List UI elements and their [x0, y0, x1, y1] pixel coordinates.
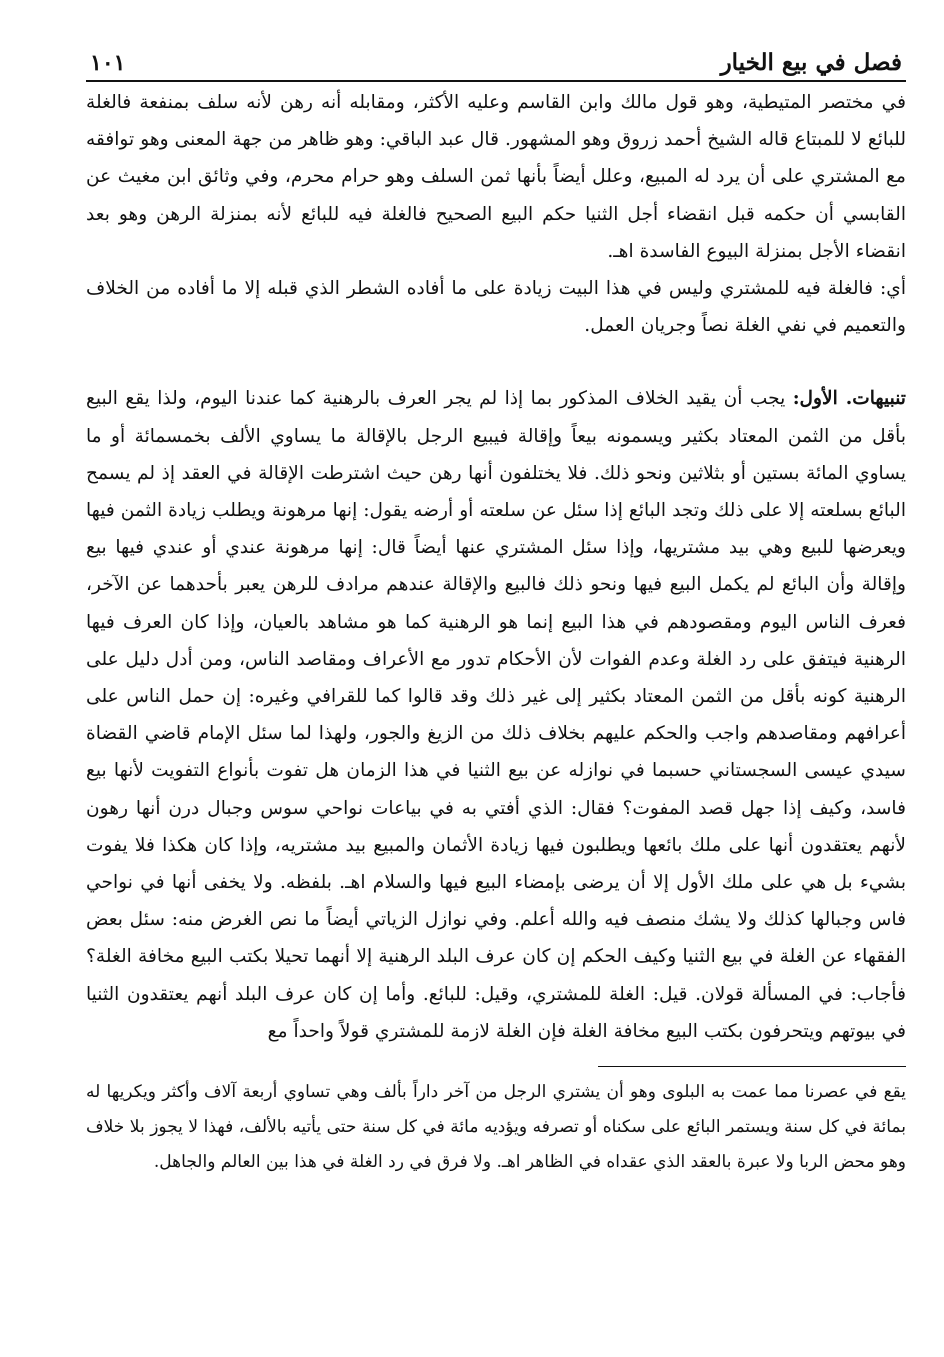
footnote-separator [598, 1066, 906, 1067]
page-number: ١٠١ [90, 50, 126, 76]
footnote: يقع في عصرنا مما عمت به البلوى وهو أن يشتري الرجل من آخر داراً بألف وهي تساوي أربعة آلاف وأكثر ويكريها له بمائة في كل سنة ويستمر البائع على سكناه أو تصرفه ويؤديه مائة في كل سنة حتى يأتيه بالألف، فهذا لا يجوز بلا خلاف وهو محض الربا ولا عبرة بالعقد الذي عقداه في الظاهر اهـ. ولا فرق في رد الغلة في هذا بين العالم والجاهل. [86, 1082, 906, 1173]
notes-heading: تنبيهات. الأول: [792, 388, 906, 410]
paragraph-1: في مختصر المتيطية، وهو قول مالك وابن القاسم وعليه الأكثر، ومقابله أنه رهن لأنه سلف بمنفعة فالغلة للبائع لا للمبتاع قاله الشيخ أحمد زروق وهو المشهور. قال عبد الباقي: وهو ظاهر من جهة المعنى وهو توافقه مع المشتري على أن يرد له المبيع، وعلل أيضاً بأنها ثمن السلف وهو حرام محرم، وفي وثائق ابن مغيث عن القابسي أن حكمه قبل انقضاء أجل الثنيا حكم البيع الصحيح فالغلة فيه للبائع لأنه بمنزلة الرهن وهو بعد انقضاء الأجل بمنزلة البيوع الفاسدة اهـ. [86, 92, 906, 262]
notes-text: يجب أن يقيد الخلاف المذكور بما إذا لم يجر العرف بالرهنية كما عندنا اليوم، ولذا يقع البيع بأقل من الثمن المعتاد بكثير ويسمونه بيعاً وإقالة فيبيع الرجل بالإقالة ما يساوي الألف بخمسمائة أو ما يساوي المائة بستين أو بثلاثين ونحو ذلك. فلا يختلفون أنها رهن حيث اشترطت الإقالة في العقد إذ لم يسمح البائع بسلعته إلا على ذلك وتجد البائع إذا سئل عن سلعته أو أرضه يقول: إنها مرهونة ويطلب زيادة الثمن فيها ويعرضها للبيع وهي بيد مشتريها، وإذا سئل المشتري عنها أيضاً قال: إنها مرهونة عندي أو عندي فيها بيع وإقالة وأن البائع لم يكمل البيع فيها ونحو ذلك فالبيع والإقالة عندهم مرادف للرهن يعبر بأحدهما عن الآخر، فعرف الناس اليوم ومقصودهم في هذا البيع إنما هو الرهنية كما هو مشاهد بالعيان، وإذا كان العرف فيها الرهنية فيتفق على رد الغلة وعدم الفوات لأن الأحكام تدور مع الأعراف ومقاصد الناس، ومن أدل دليل على الرهنية كونه بأقل من الثمن المعتاد بكثير إلى غير ذلك وقد قالوا كما للقرافي وغيره: إن حمل الناس على أعرافهم ومقاصدهم واجب والحكم عليهم بخلاف ذلك من الزيغ والجور، ولهذا لما سئل الإمام قاضي القضاة سيدي عيسى السجستاني حسبما في نوازله عن بيع الثنيا في هذا الزمان هل تفوت بأنواع التفويت لأنها بيع فاسد، وكيف إذا جهل قصد المفوت؟ فقال: الذي أفتي به في بياعات نواحي سوس وجبال درن أنها رهون لأنهم يعتقدون أنها على ملك بائعها ويطلبون فيها زيادة الأثمان والمبيع بيد مشتريه، وإذا كان هكذا فلا يفوت بشيء بل هي على ملك الأول إلا أن يرضى بإمضاء البيع فيها والسلام اهـ. بلفظه. ولا يخفى أنها في نواحي فاس وجبالها كذلك ولا يشك منصف فيه والله أعلم. وفي نوازل الزياتي أيضاً ما نص الغرض منه: سئل بعض الفقهاء عن الغلة في بيع الثنيا وكيف الحكم إن كان عرف البلد الرهنية إلا أنهما تحيلا بكتب البيع مخافة الغلة؟ فأجاب: في المسألة قولان. قيل: الغلة للمشتري، وقيل: للبائع. وأما إن كان عرف البلد أنهم يعتقدون الثنيا في بيوتهم ويتحرفون بكتب البيع مخافة الغلة فإن الغلة لازمة للمشتري قولاً واحداً مع [86, 388, 906, 1042]
running-header [86, 30, 906, 82]
paragraph-2: أي: فالغلة فيه للمشتري وليس في هذا البيت زيادة على ما أفاده الشطر الذي قبله إلا ما أفاده من الخلاف والتعميم في نفي الغلة نصاً وجريان العمل. [86, 278, 906, 337]
paragraph-notes [86, 380, 906, 1050]
chapter-title: فصل في بيع الخيار [720, 49, 902, 76]
book-page [86, 30, 906, 1180]
